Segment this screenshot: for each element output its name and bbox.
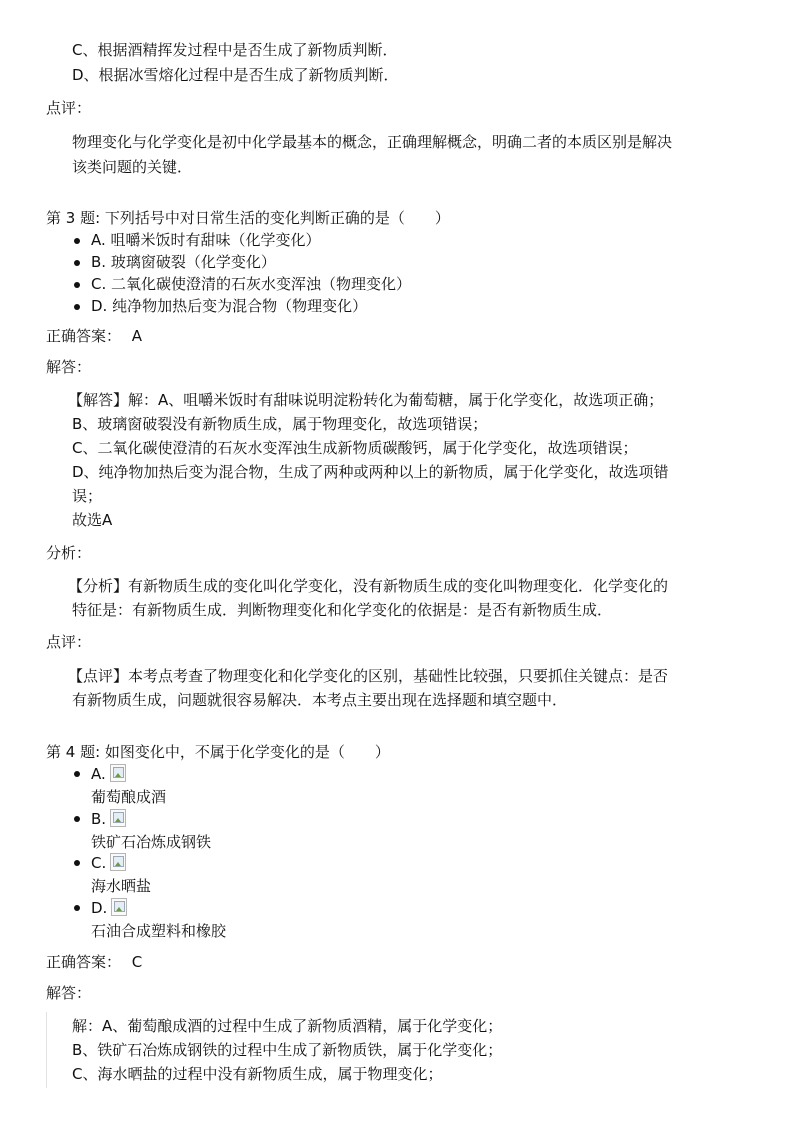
bullet-icon xyxy=(74,238,80,244)
q3-option-b: B. 玻璃窗破裂（化学变化） xyxy=(91,253,276,271)
q3-comment-line: 【点评】本考点考查了物理变化和化学变化的区别，基础性比较强，只要抓住关键点：是否 xyxy=(68,667,669,685)
q3-analysis-line: 【分析】有新物质生成的变化叫化学变化，没有新物质生成的变化叫物理变化．化学变化的 xyxy=(68,577,669,595)
q4-solution-line: C、海水晒盐的过程中没有新物质生成，属于物理变化； xyxy=(72,1065,443,1083)
q4-option-b xyxy=(91,808,126,830)
q3-title: 第 3 题: 下列括号中对日常生活的变化判断正确的是（ ） xyxy=(46,209,450,227)
bullet-icon xyxy=(74,260,80,266)
bullet-icon xyxy=(74,771,80,777)
answer-value: C xyxy=(131,953,143,971)
q2-comment-line: 物理变化与化学变化是初中化学最基本的概念，正确理解概念，明确二者的本质区别是解决 xyxy=(72,133,673,151)
bullet-icon xyxy=(74,860,80,866)
bullet-icon xyxy=(74,905,80,911)
q3-comment-line: 有新物质生成，问题就很容易解决．本考点主要出现在选择题和填空题中． xyxy=(72,691,568,709)
option-letter: A. xyxy=(91,765,106,783)
q4-answer xyxy=(46,951,142,973)
option-letter: D. xyxy=(91,899,108,917)
q4-option-d xyxy=(91,897,127,919)
bullet-icon xyxy=(74,304,80,310)
answer-value: A xyxy=(131,327,143,345)
answer-label: 正确答案： xyxy=(46,327,122,345)
q4-option-d-caption: 石油合成塑料和橡胶 xyxy=(91,922,227,940)
q3-solution-line: B、玻璃窗破裂没有新物质生成，属于物理变化，故选项错误； xyxy=(72,415,488,433)
q4-option-a xyxy=(91,763,126,785)
q4-title: 第 4 题: 如图变化中，不属于化学变化的是（ ） xyxy=(46,743,390,761)
q4-solution-label: 解答： xyxy=(46,984,92,1002)
q4-option-b-caption: 铁矿石冶炼成钢铁 xyxy=(91,833,212,851)
broken-image-icon xyxy=(110,853,126,871)
q4-solution-line: 解：A、葡萄酿成酒的过程中生成了新物质酒精，属于化学变化； xyxy=(72,1017,503,1035)
q3-analysis-label: 分析： xyxy=(46,544,92,562)
q3-solution-label: 解答： xyxy=(46,358,92,376)
q3-analysis-line: 特征是：有新物质生成．判断物理变化和化学变化的依据是：是否有新物质生成． xyxy=(72,601,613,619)
q3-option-c: C. 二氧化碳使澄清的石灰水变浑浊（物理变化） xyxy=(91,275,412,293)
bullet-icon xyxy=(74,816,80,822)
broken-image-icon xyxy=(110,764,126,782)
q3-solution-line: D、纯净物加热后变为混合物，生成了两种或两种以上的新物质，属于化学变化，故选项错 xyxy=(72,463,669,481)
q4-option-a-caption: 葡萄酿成酒 xyxy=(91,788,167,806)
q3-option-a: A. 咀嚼米饭时有甜味（化学变化） xyxy=(91,231,321,249)
q2-comment-line: 该类问题的关键． xyxy=(72,158,193,176)
q3-solution-line: 故选A xyxy=(72,511,113,529)
broken-image-icon xyxy=(111,898,127,916)
q3-solution-line: 【解答】解：A、咀嚼米饭时有甜味说明淀粉转化为葡萄糖，属于化学变化，故选项正确； xyxy=(68,391,664,409)
q4-option-c-caption: 海水晒盐 xyxy=(91,877,152,895)
q3-option-d: D. 纯净物加热后变为混合物（物理变化） xyxy=(91,297,368,315)
broken-image-icon xyxy=(110,809,126,827)
q2-option-d: D、根据冰雪熔化过程中是否生成了新物质判断． xyxy=(72,66,399,84)
solution-left-rule xyxy=(46,1012,47,1088)
q4-solution-line: B、铁矿石冶炼成钢铁的过程中生成了新物质铁，属于化学变化； xyxy=(72,1041,503,1059)
answer-label: 正确答案： xyxy=(46,953,122,971)
q4-option-c xyxy=(91,852,126,874)
q2-comment-label: 点评： xyxy=(46,99,92,117)
q3-solution-line: C、二氧化碳使澄清的石灰水变浑浊生成新物质碳酸钙，属于化学变化，故选项错误； xyxy=(72,439,638,457)
q3-solution-line: 误； xyxy=(72,487,103,505)
bullet-icon xyxy=(74,282,80,288)
q3-answer xyxy=(46,325,142,347)
q2-option-c: C、根据酒精挥发过程中是否生成了新物质判断． xyxy=(72,41,398,59)
q3-comment-label: 点评： xyxy=(46,633,92,651)
option-letter: B. xyxy=(91,810,107,828)
option-letter: C. xyxy=(91,854,107,872)
